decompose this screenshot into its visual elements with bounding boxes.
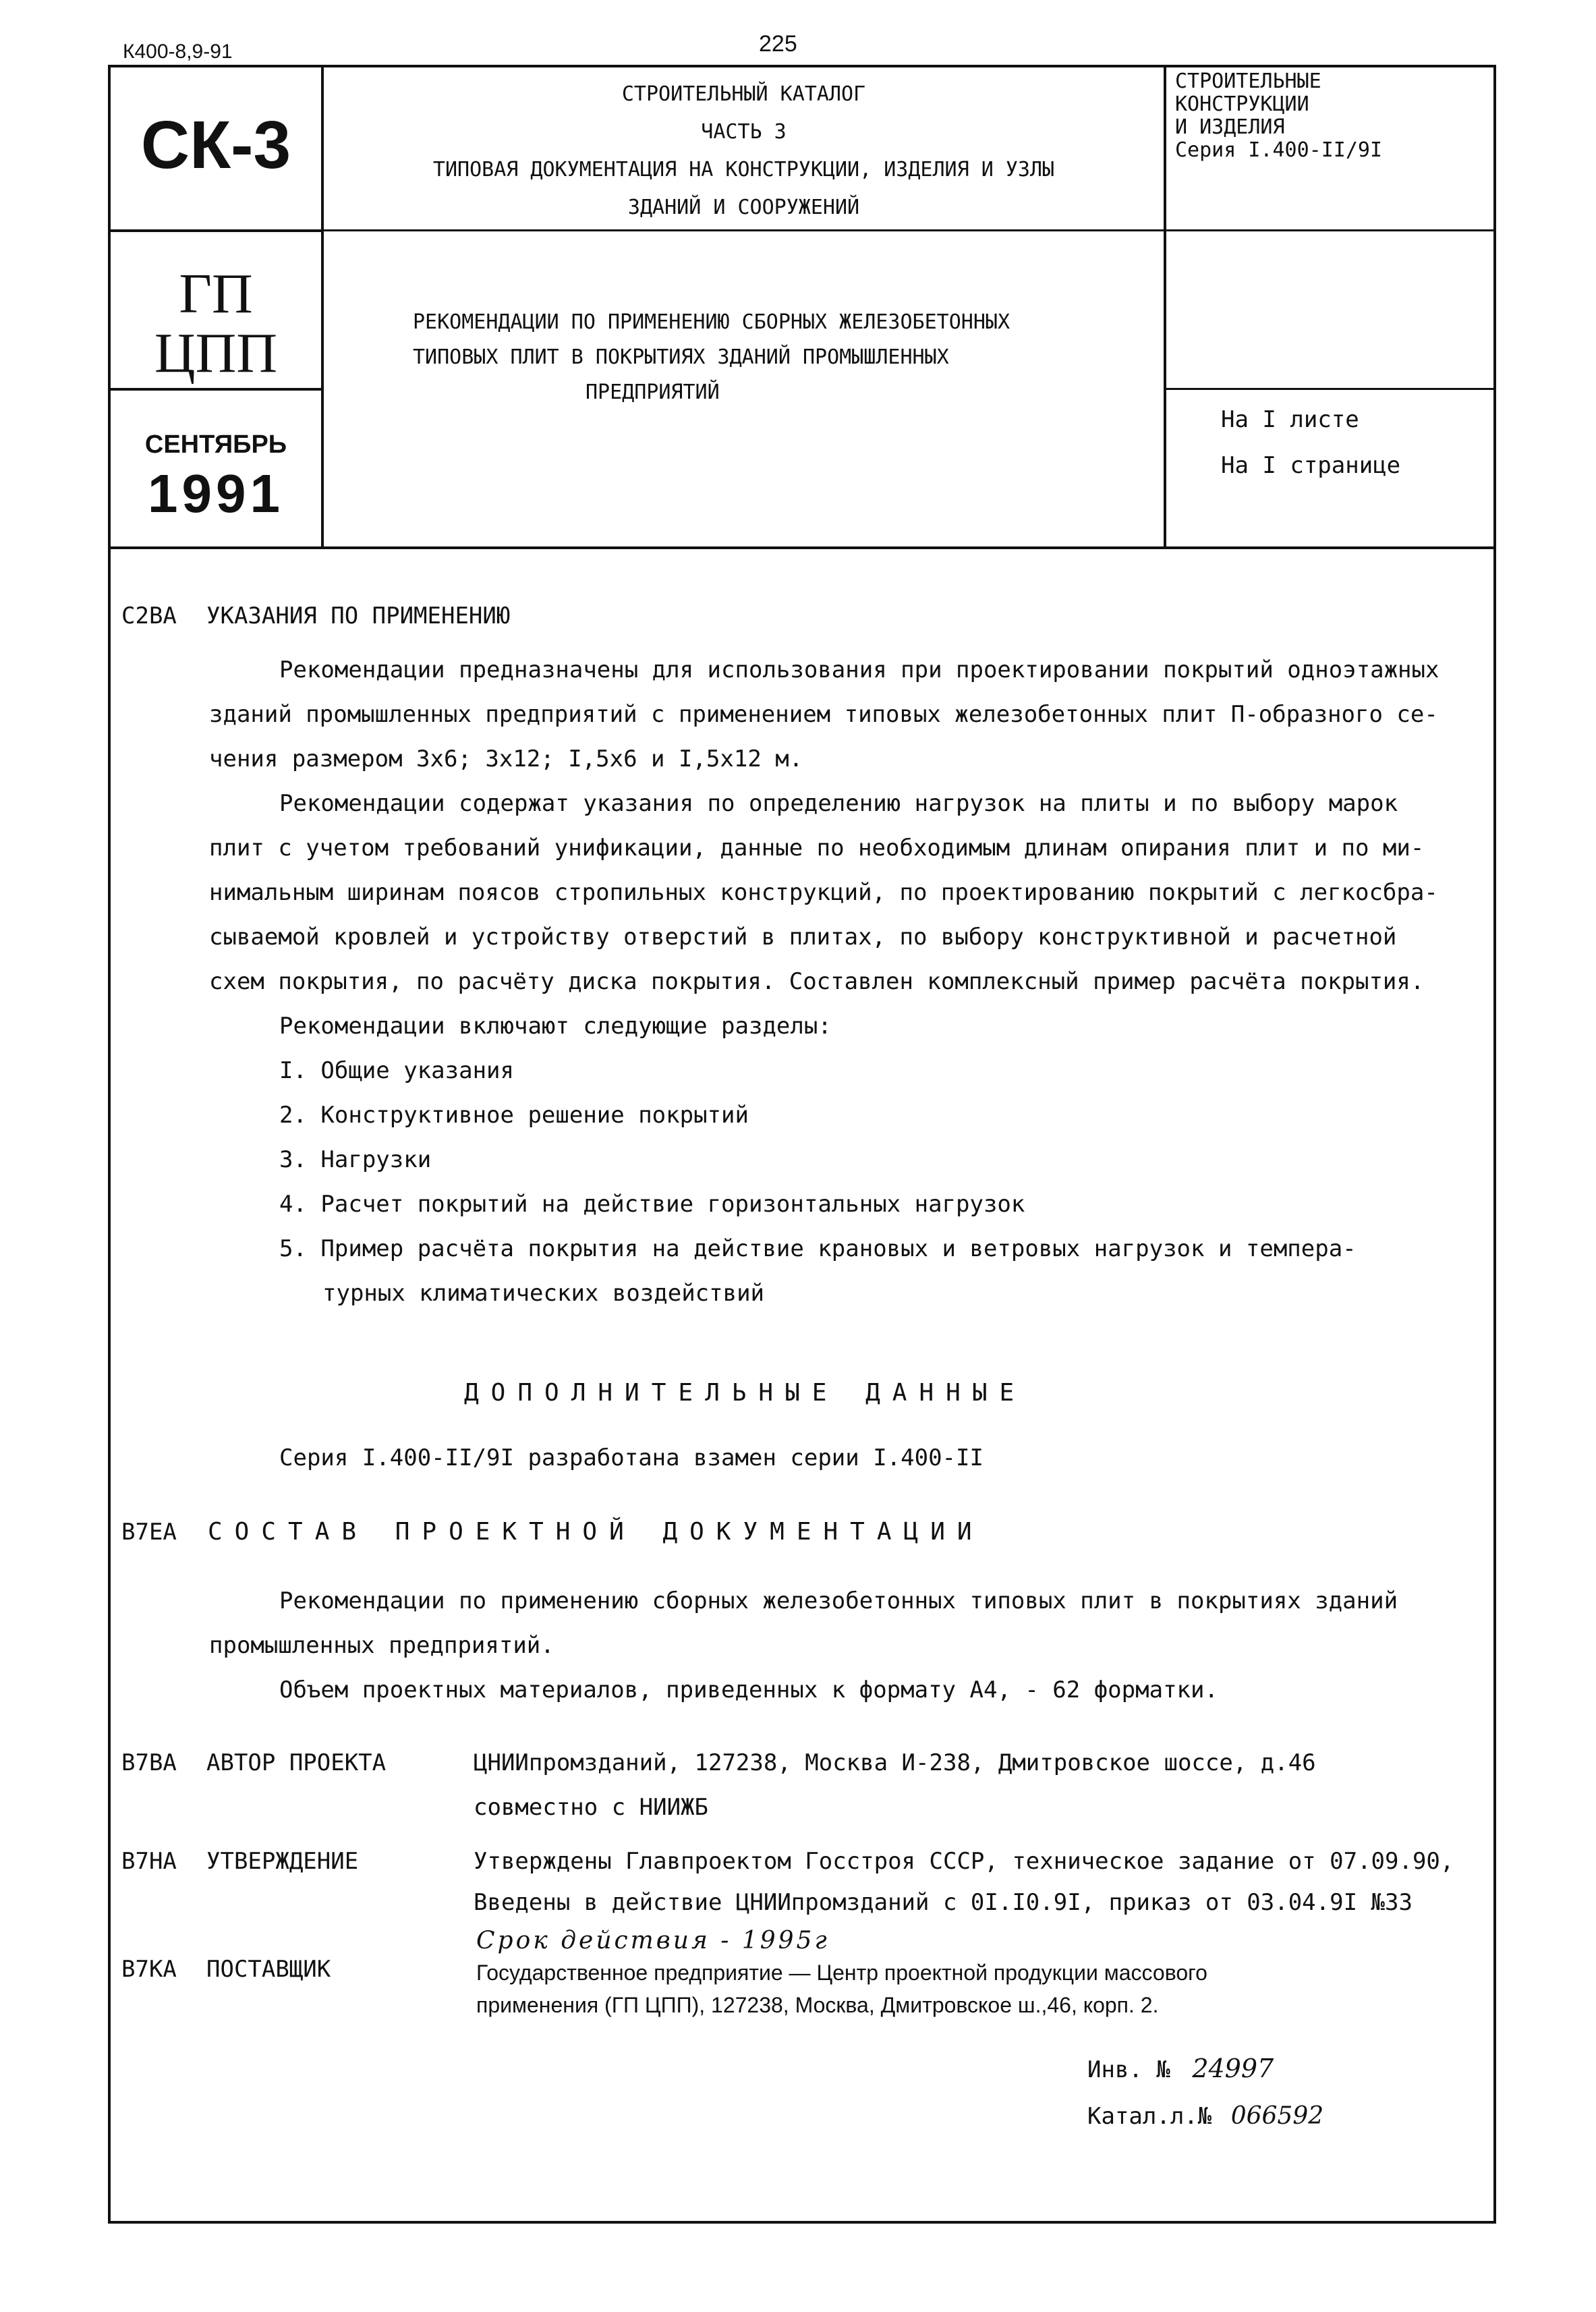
composition-code: В7ЕА [121,1519,177,1546]
catalog-stamp: СК-3 [140,107,291,183]
supplier-label: ПОСТАВЩИК [206,1956,331,1983]
paragraph-line: схем покрытия, по расчёту диска покрытия. Составлен комплексный пример расчёта покрытия. [209,968,1425,995]
catalog-title [324,76,1164,227]
inventory-label: Инв. № [1087,2056,1170,2083]
approval-text [474,1839,1454,1921]
section-list-item: I. Общие указания [279,1057,514,1084]
document-code: К400-8,9-91 [123,40,233,63]
author-code: В7ВА [121,1749,177,1776]
document-title-line: РЕКОМЕНДАЦИИ ПО ПРИМЕНЕНИЮ СБОРНЫХ ЖЕЛЕЗОБЕТОННЫХ [413,310,1010,334]
page-count: На I странице [1221,452,1401,479]
inventory-number [1087,2054,1274,2083]
catalog-title-line: СТРОИТЕЛЬНЫЙ КАТАЛОГ [621,82,866,106]
author-line: ЦНИИпромзданий, 127238, Москва И-238, Дмитровское шоссе, д.46 [474,1749,1316,1776]
issue-year: 1991 [148,463,284,524]
section-list-item: турных климатических воздействий [322,1280,765,1307]
supplier-line: Государственное предприятие — Центр проектной продукции массового [476,1961,1207,1985]
catalog-sheet-value: 066592 [1230,2102,1324,2130]
catalog-sheet-number [1087,2102,1323,2130]
supplier-code: В7КА [121,1956,177,1983]
paragraph-line: Рекомендации включают следующие разделы: [279,1013,832,1040]
usage-text [209,648,1484,1316]
paragraph-line: Рекомендации по применению сборных железобетонных типовых плит в покрытиях зданий [279,1587,1398,1614]
validity-handwritten-note: Срок действия - 1995г [476,1927,830,1954]
usage-heading: УКАЗАНИЯ ПО ПРИМЕНЕНИЮ [206,602,511,629]
supplier-text [476,1956,1207,2021]
paragraph-line: Рекомендации предназначены для использования при проектировании покрытий одноэтажных [279,656,1440,683]
section-info [1175,70,1485,162]
paragraph-line: плит с учетом требований унификации, данные по необходимым длинам опирания плит и по ми- [209,835,1425,862]
supplier-line: применения (ГП ЦПП), 127238, Москва, Дмитровское ш.,46, корп. 2. [476,1993,1159,2017]
paragraph-line: зданий промышленных предприятий с применением типовых железобетонных плит П-образного се- [209,701,1438,728]
sheet-count: На I листе [1221,406,1359,433]
section-line: КОНСТРУКЦИИ [1175,92,1309,116]
paragraph-line: Объем проектных материалов, приведенных к формату А4, - 62 форматки. [279,1676,1218,1703]
catalog-title-line: ЧАСТЬ 3 [701,120,787,144]
approval-code: В7НА [121,1848,177,1875]
section-list-item: 3. Нагрузки [279,1146,432,1173]
author-text [474,1741,1316,1830]
author-label: АВТОР ПРОЕКТА [206,1749,387,1776]
catalog-title-line: ЗДАНИЙ И СООРУЖЕНИЙ [627,196,860,219]
section-line: И ИЗДЕЛИЯ [1175,115,1285,139]
additional-heading: ДОПОЛНИТЕЛЬНЫЕ ДАННЫЕ [464,1379,1027,1407]
paragraph-line: нимальным ширинам поясов стропильных конструкций, по проектированию покрытий с легкосбра- [209,879,1438,906]
organization [111,264,321,383]
paragraph-line: промышленных предприятий. [209,1632,554,1659]
catalog-sheet-label: Катал.л.№ [1087,2103,1212,2130]
series-number: Серия I.400-II/9I [1175,138,1383,162]
document-title [413,305,1155,410]
composition-text [209,1579,1484,1712]
catalog-title-line: ТИПОВАЯ ДОКУМЕНТАЦИЯ НА КОНСТРУКЦИИ, ИЗДЕЛИЯ И УЗЛЫ [432,158,1055,181]
page-number: 225 [759,31,797,57]
author-line: совместно с НИИЖБ [474,1794,708,1821]
section-line: СТРОИТЕЛЬНЫЕ [1175,69,1321,93]
usage-code: С2ВА [121,602,177,629]
approval-line: Утверждены Главпроектом Госстроя СССР, техническое задание от 07.09.90, [474,1848,1454,1875]
paragraph-line: чения размером 3х6; 3х12; I,5х6 и I,5х12 м. [209,745,803,772]
inventory-value: 24997 [1192,2054,1274,2083]
section-list-item: 5. Пример расчёта покрытия на действие крановых и ветровых нагрузок и темпера- [279,1235,1357,1262]
approval-label: УТВЕРЖДЕНИЕ [206,1848,359,1875]
document-title-line: ТИПОВЫХ ПЛИТ В ПОКРЫТИЯХ ЗДАНИЙ ПРОМЫШЛЕННЫХ [413,345,949,369]
paragraph-line: Рекомендации содержат указания по определению нагрузок на плиты и по выбору марок [279,790,1398,817]
section-list-item: 4. Расчет покрытий на действие горизонтальных нагрузок [279,1191,1025,1218]
additional-text: Серия I.400-II/9I разработана взамен серии I.400-II [279,1444,984,1471]
organization-line: ГП [179,262,253,325]
approval-line: Введены в действие ЦНИИпромзданий с 0I.I0.9I, приказ от 03.04.9I №33 [474,1889,1413,1916]
section-list-item: 2. Конструктивное решение покрытий [279,1102,749,1129]
document-title-line: ПРЕДПРИЯТИЙ [586,380,720,404]
organization-line: ЦПП [154,322,277,385]
paragraph-line: сываемой кровлей и устройству отверстий в плитах, по выбору конструктивной и расчетной [209,924,1397,951]
composition-heading: СОСТАВ ПРОЕКТНОЙ ДОКУМЕНТАЦИИ [208,1518,984,1546]
issue-month: СЕНТЯБРЬ [144,430,287,459]
